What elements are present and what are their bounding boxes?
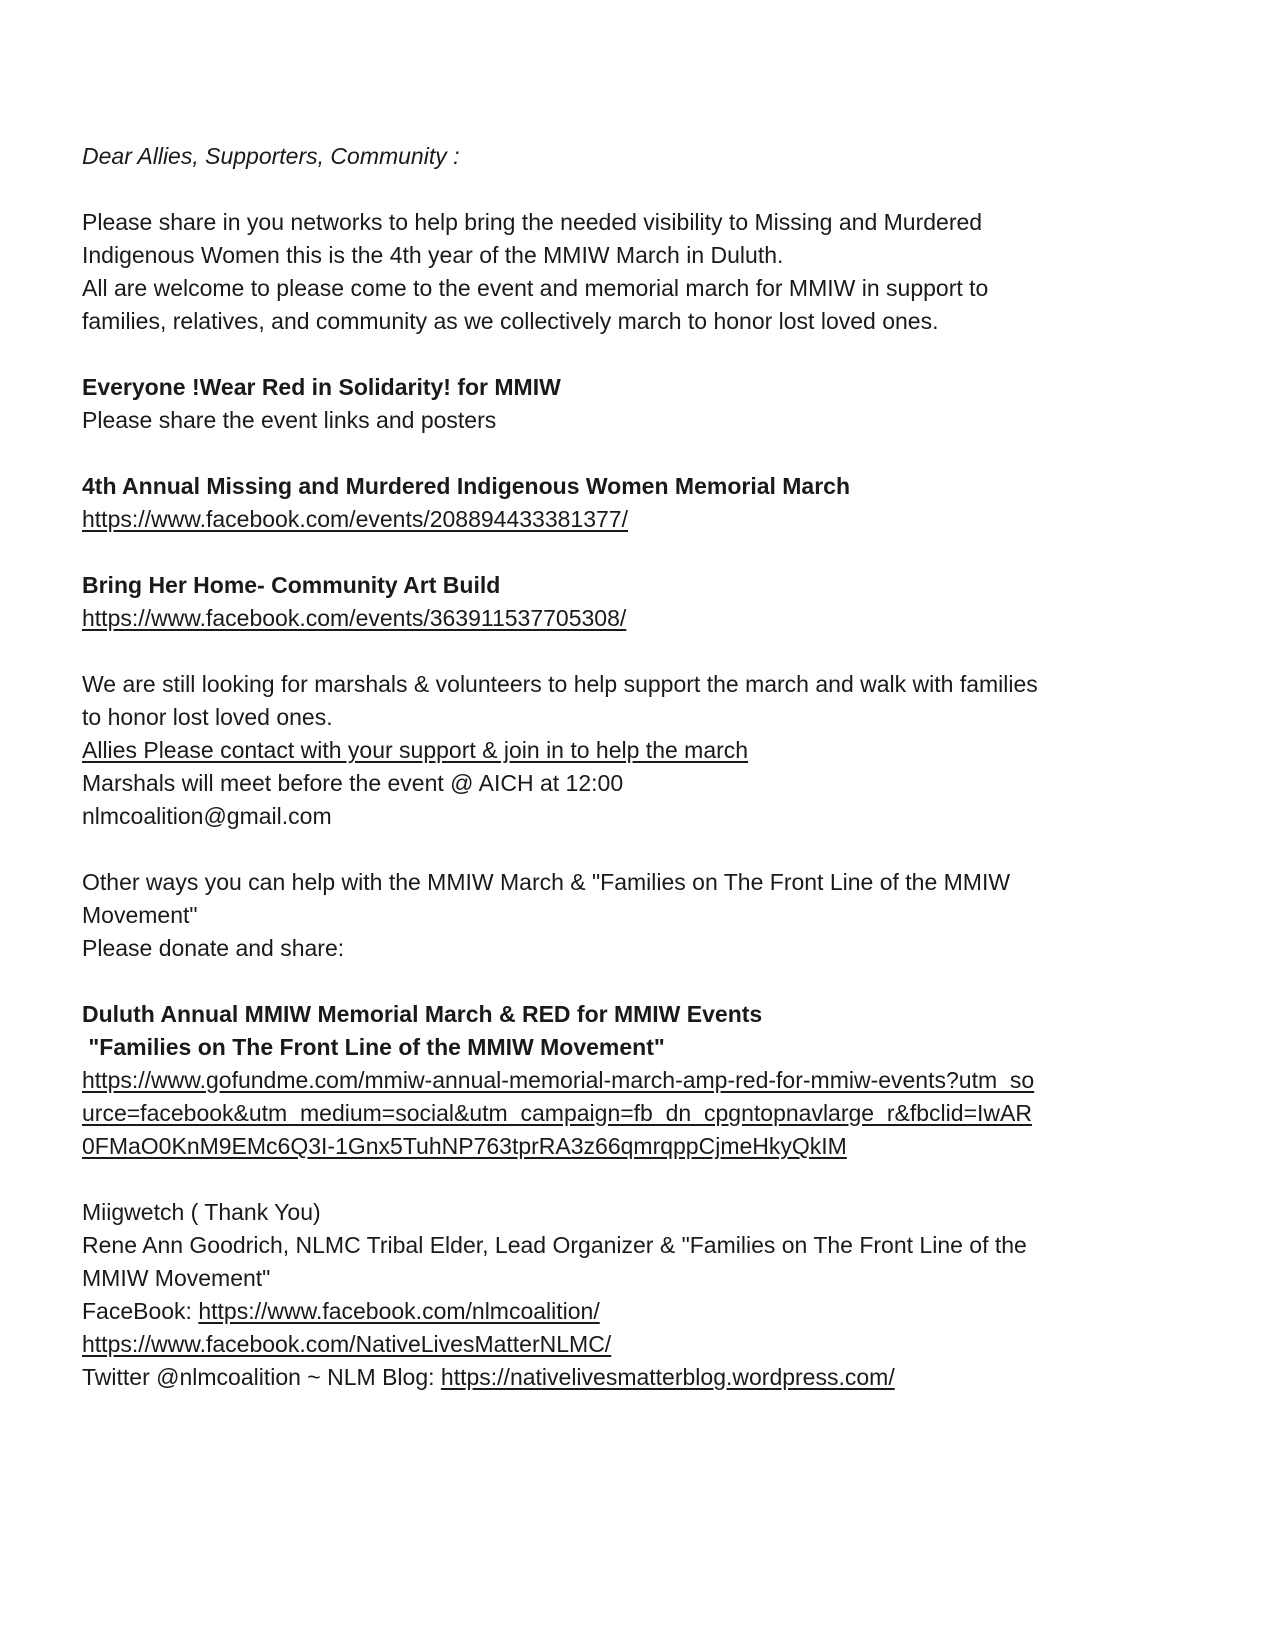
facebook-label: FaceBook: [82,1298,199,1324]
spacer [82,635,1192,668]
salutation: Dear Allies, Supporters, Community : [82,143,460,169]
fundraiser-link[interactable]: https://www.gofundme.com/mmiw-annual-memorial-march-amp-red-for-mmiw-events?utm_so [82,1067,1035,1093]
letter-body [82,140,1192,1394]
spacer [82,437,1192,470]
event2-title: Bring Her Home- Community Art Build [82,572,501,598]
volunteers-line: to honor lost loved ones. [82,704,333,730]
other-ways-line: Other ways you can help with the MMIW March & "Families on The Front Line of the MMIW [82,869,1011,895]
signature-line: Rene Ann Goodrich, NLMC Tribal Elder, Lead Organizer & "Families on The Front Line of the [82,1232,1027,1258]
thank-you: Miigwetch ( Thank You) [82,1199,321,1225]
fundraiser-subtitle: "Families on The Front Line of the MMIW Movement" [82,1034,665,1060]
twitter-blog-line [82,1361,1192,1394]
wear-red-heading: Everyone !Wear Red in Solidarity! for MMIW [82,374,561,400]
other-ways-line: Movement" [82,902,198,928]
intro-line: All are welcome to please come to the event and memorial march for MMIW in support to [82,275,989,301]
event2-link[interactable]: https://www.facebook.com/events/363911537705308/ [82,605,627,631]
signature-line: MMIW Movement" [82,1265,271,1291]
facebook-link[interactable]: https://www.facebook.com/nlmcoalition/ [198,1298,600,1324]
spacer [82,833,1192,866]
intro-line: Please share in you networks to help bring the needed visibility to Missing and Murdered [82,209,983,235]
spacer [82,965,1192,998]
spacer [82,536,1192,569]
spacer [82,173,1192,206]
facebook-line [82,1295,1192,1328]
donate-prompt: Please donate and share: [82,935,345,961]
fundraiser-link[interactable]: 0FMaO0KnM9EMc6Q3I-1Gnx5TuhNP763tprRA3z66qmrqppCjmeHkyQkIM [82,1133,847,1159]
blog-link[interactable]: https://nativelivesmatterblog.wordpress.com/ [440,1364,895,1390]
spacer [82,338,1192,371]
spacer [82,1163,1192,1196]
fundraiser-link[interactable]: urce=facebook&utm_medium=social&utm_campaign=fb_dn_cpgntopnavlarge_r&fbclid=IwAR [82,1100,1032,1126]
event1-title: 4th Annual Missing and Murdered Indigenous Women Memorial March [82,473,851,499]
contact-email: nlmcoalition@gmail.com [82,803,332,829]
wear-red-text: Please share the event links and posters [82,407,497,433]
event1-link[interactable]: https://www.facebook.com/events/208894433381377/ [82,506,628,532]
intro-line: Indigenous Women this is the 4th year of the MMIW March in Duluth. [82,242,784,268]
intro-line: families, relatives, and community as we collectively march to honor lost loved ones. [82,308,939,334]
volunteers-line: We are still looking for marshals & volunteers to help support the march and walk with families [82,671,1038,697]
marshals-meeting: Marshals will meet before the event @ AICH at 12:00 [82,770,624,796]
fundraiser-title: Duluth Annual MMIW Memorial March & RED for MMIW Events [82,1001,763,1027]
facebook-link-nlmc[interactable]: https://www.facebook.com/NativeLivesMatterNLMC/ [82,1331,612,1357]
twitter-text: Twitter @nlmcoalition ~ NLM Blog: [82,1364,441,1390]
volunteer-contact-link[interactable]: Allies Please contact with your support & join in to help the march [82,737,749,763]
